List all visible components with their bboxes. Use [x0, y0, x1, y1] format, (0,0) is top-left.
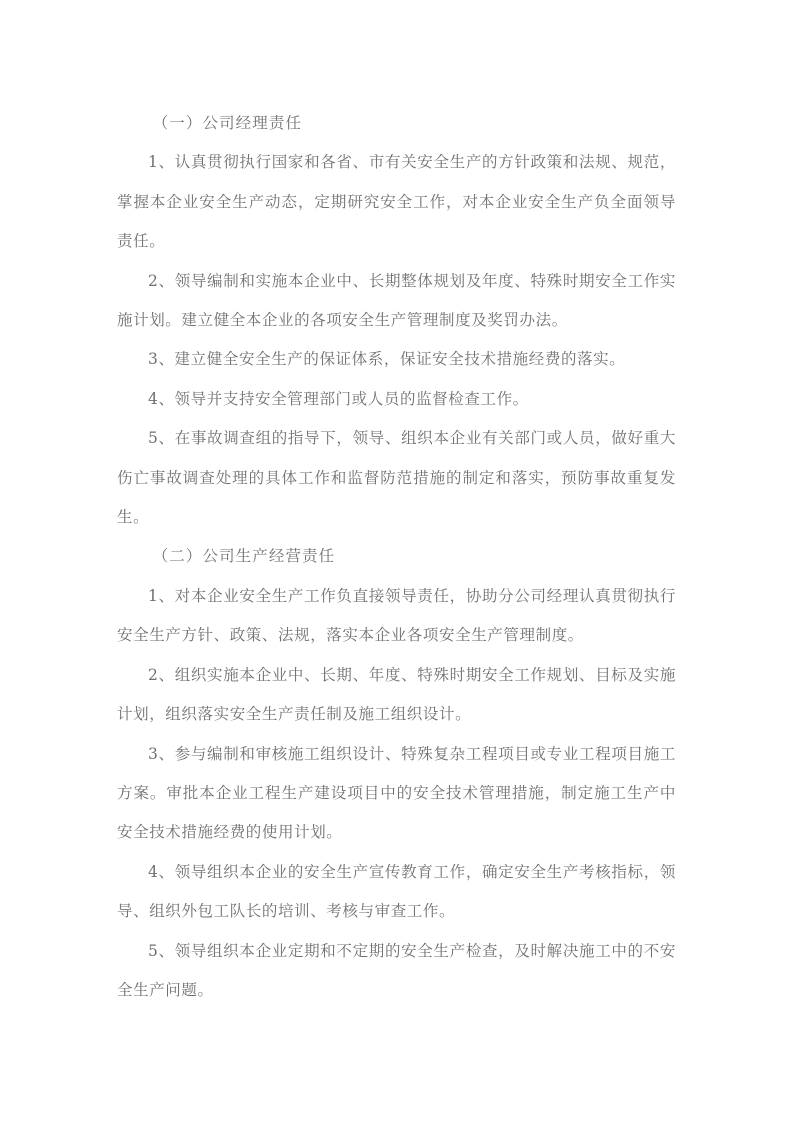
section-heading-2: （二）公司生产经营责任 — [152, 547, 336, 566]
section-2-item-2: 2、组织实施本企业中、长期、年度、特殊时期安全工作规划、目标及实施计划，组织落实安全生产责任制及施工组织设计。 — [117, 665, 676, 724]
document-body — [117, 104, 676, 1010]
section-2-item-4: 4、领导组织本企业的安全生产宣传教育工作，确定安全生产考核指标，领导、组织外包工队长的培训、考核与审查工作。 — [117, 862, 676, 921]
section-1-item-3: 3、建立健全安全生产的保证体系，保证安全技术措施经费的落实。 — [148, 350, 626, 369]
section-1-item-2: 2、领导编制和实施本企业中、长期整体规划及年度、特殊时期安全工作实施计划。建立健全本企业的各项安全生产管理制度及奖罚办法。 — [117, 271, 676, 330]
section-1-item-1: 1、认真贯彻执行国家和各省、市有关安全生产的方针政策和法规、规范，掌握本企业安全生产动态，定期研究安全工作，对本企业安全生产负全面领导责任。 — [117, 153, 676, 251]
section-1-item-5: 5、在事故调查组的指导下，领导、组织本企业有关部门或人员，做好重大伤亡事故调查处理的具体工作和监督防范措施的制定和落实，预防事故重复发生。 — [117, 429, 676, 527]
section-2-item-1: 1、对本企业安全生产工作负直接领导责任，协助分公司经理认真贯彻执行安全生产方针、政策、法规，落实本企业各项安全生产管理制度。 — [117, 586, 676, 645]
section-2-item-3: 3、参与编制和审核施工组织设计、特殊复杂工程项目或专业工程项目施工方案。审批本企业工程生产建设项目中的安全技术管理措施，制定施工生产中安全技术措施经费的使用计划。 — [117, 744, 676, 842]
section-1-item-4: 4、领导并支持安全管理部门或人员的监督检查工作。 — [148, 389, 529, 408]
section-heading-1: （一）公司经理责任 — [152, 114, 303, 132]
section-2-item-5: 5、领导组织本企业定期和不定期的安全生产检查，及时解决施工中的不安全生产问题。 — [117, 941, 676, 999]
